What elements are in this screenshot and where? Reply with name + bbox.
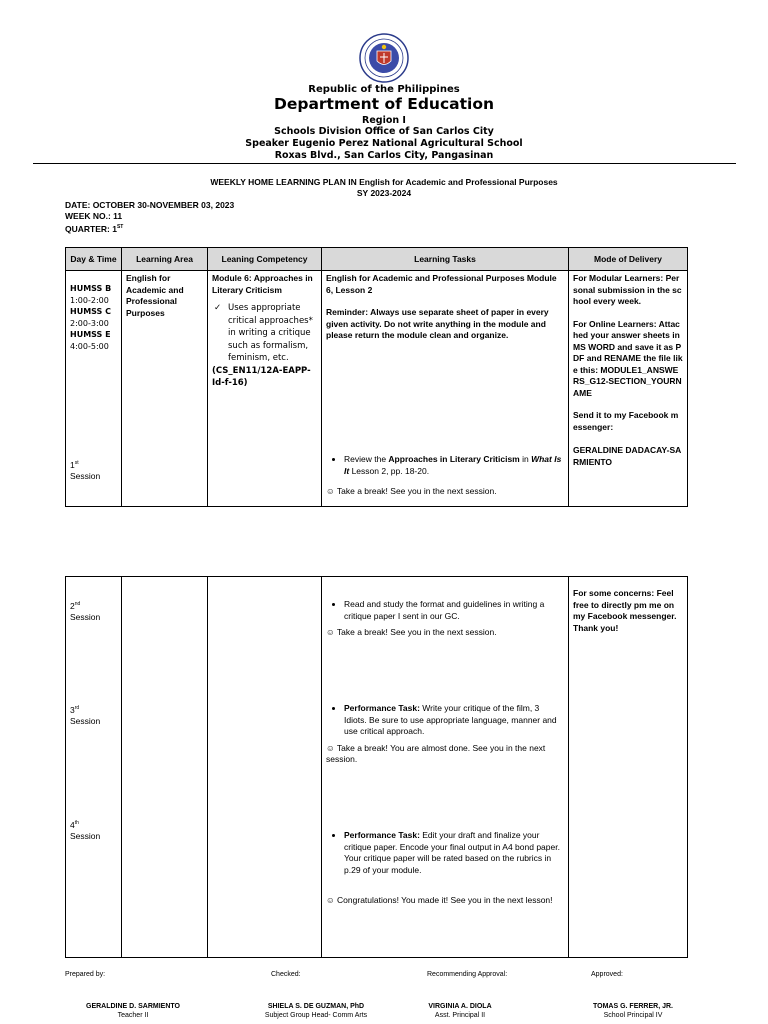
- division-line: Schools Division Office of San Carlos City: [274, 126, 494, 137]
- task-read: • Read and study the format and guidelines in writing a critique paper I sent in our GC.: [344, 599, 562, 622]
- learning-area-cell-2: [122, 577, 208, 958]
- quarter-line: QUARTER: 1ST: [65, 223, 124, 234]
- learning-plan-table: [65, 247, 688, 507]
- header-learning-tasks: Learning Tasks: [322, 248, 569, 271]
- date-line: DATE: OCTOBER 30-NOVEMBER 03, 2023: [65, 200, 235, 210]
- signatory-approved: TOMAS G. FERRER, JR. School Principal IV: [593, 1003, 673, 1019]
- plan-title: WEEKLY HOME LEARNING PLAN IN English for Academic and Professional Purposes SY 2023-2024: [210, 177, 558, 198]
- task-review: • Review the Approaches in Literary Criticism in What Is It Lesson 2, pp. 18-20.: [344, 454, 564, 477]
- congrats-note: ☺ Congratulations! You made it! See you in the next lesson!: [326, 895, 553, 905]
- task-finalize: • Performance Task: Edit your draft and finalize your critique paper. Encode your final output in A4 bond paper. Your critique paper will be rated based on the rubrics in p.29 of your module.: [344, 830, 562, 876]
- competency-item: ✓ Uses appropriate critical approaches* in writing a critique such as formalism, feminism, etc.: [214, 303, 313, 363]
- competency-module: Module 6: Approaches in Literary Criticism: [212, 273, 313, 295]
- department-title: Department of Education: [273, 95, 495, 113]
- deped-seal-icon: [359, 33, 409, 83]
- competency-cell-2: [208, 577, 322, 958]
- break-note-3: ☺ Take a break! You are almost done. See you in the next session.: [326, 742, 546, 764]
- competency-code: (CS_EN11/12A-EAPP-Id-f-16): [212, 365, 311, 388]
- sessions-cell: [66, 577, 122, 958]
- prepared-label: Prepared by:: [65, 971, 106, 978]
- task-critique: • Performance Task: Write your critique of the film, 3 Idiots. Be sure to use appropriate language, manner and use critical approach.: [344, 703, 562, 738]
- republic-line: Republic of the Philippines: [308, 84, 460, 95]
- header-divider: [33, 163, 736, 164]
- break-note-2: ☺ Take a break! See you in the next session.: [326, 627, 497, 637]
- header-learning-area: Learning Area: [122, 248, 208, 271]
- reminder: Reminder: Always use separate sheet of paper in every given activity. Do not write anything in the module and please return the module clean and organize.: [326, 307, 549, 340]
- region-line: Region I: [362, 115, 406, 126]
- address-line: Roxas Blvd., San Carlos City, Pangasinan: [274, 150, 494, 161]
- school-line: Speaker Eugenio Perez National Agricultural School: [245, 138, 523, 149]
- session-1-label: 1st Session: [70, 459, 101, 481]
- delivery-cell: [569, 271, 688, 507]
- tasks-cell-1: [322, 271, 569, 507]
- checked-label: Checked:: [271, 971, 301, 978]
- session-2-label: 2nd Session: [70, 600, 101, 622]
- break-note-1: ☺ Take a break! See you in the next session.: [326, 486, 497, 496]
- header-day-time: Day & Time: [66, 248, 122, 271]
- signatory-prepared: GERALDINE D. SARMIENTO Teacher II: [86, 1003, 180, 1019]
- recommending-label: Recommending Approval:: [427, 971, 508, 978]
- modular-learners: For Modular Learners: Personal submission in the school every week.: [573, 273, 682, 306]
- learning-plan-table-continued: [65, 576, 688, 958]
- learning-area-cell: English for Academic and Professional Purposes: [122, 271, 208, 507]
- week-line: WEEK NO.: 11: [65, 211, 123, 221]
- session-3-label: 3rd Session: [70, 704, 101, 726]
- checkmark-icon: ✓: [214, 303, 222, 313]
- tasks-cell-2: [322, 577, 569, 958]
- concerns-note: For some concerns: Feel free to directly pm me on my Facebook messenger. Thank you!: [573, 588, 677, 633]
- signatory-recommending: VIRGINIA A. DIOLA Asst. Principal II: [428, 1003, 492, 1019]
- teacher-name: GERALDINE DADACAY-SARMIENTO: [573, 445, 682, 467]
- header-competency: Leaning Competency: [208, 248, 322, 271]
- approved-label: Approved:: [591, 971, 623, 978]
- signatory-checked: SHIELA S. DE GUZMAN, PhD Subject Group Head- Comm Arts: [264, 1003, 368, 1019]
- send-note: Send it to my Facebook messenger:: [573, 410, 679, 432]
- online-learners: For Online Learners: Attached your answer sheets in MS WORD and save it as PDF and RENAME the file like this: MODULE1_ANSWERS_G12-SECTION_YOURNAME: [573, 318, 683, 398]
- delivery-cell-2: [569, 577, 688, 958]
- day-time-cell: HUMSS B 1:00-2:00 HUMSS C 2:00-3:00 HUMSS E 4:00-5:00 1st Session: [66, 271, 122, 507]
- session-4-label: 4th Session: [70, 819, 101, 841]
- module-line: English for Academic and Professional Purposes Module 6, Lesson 2: [326, 273, 557, 295]
- plan-meta: [65, 200, 234, 235]
- competency-cell: [208, 271, 322, 507]
- header-mode-of-delivery: Mode of Delivery: [569, 248, 688, 271]
